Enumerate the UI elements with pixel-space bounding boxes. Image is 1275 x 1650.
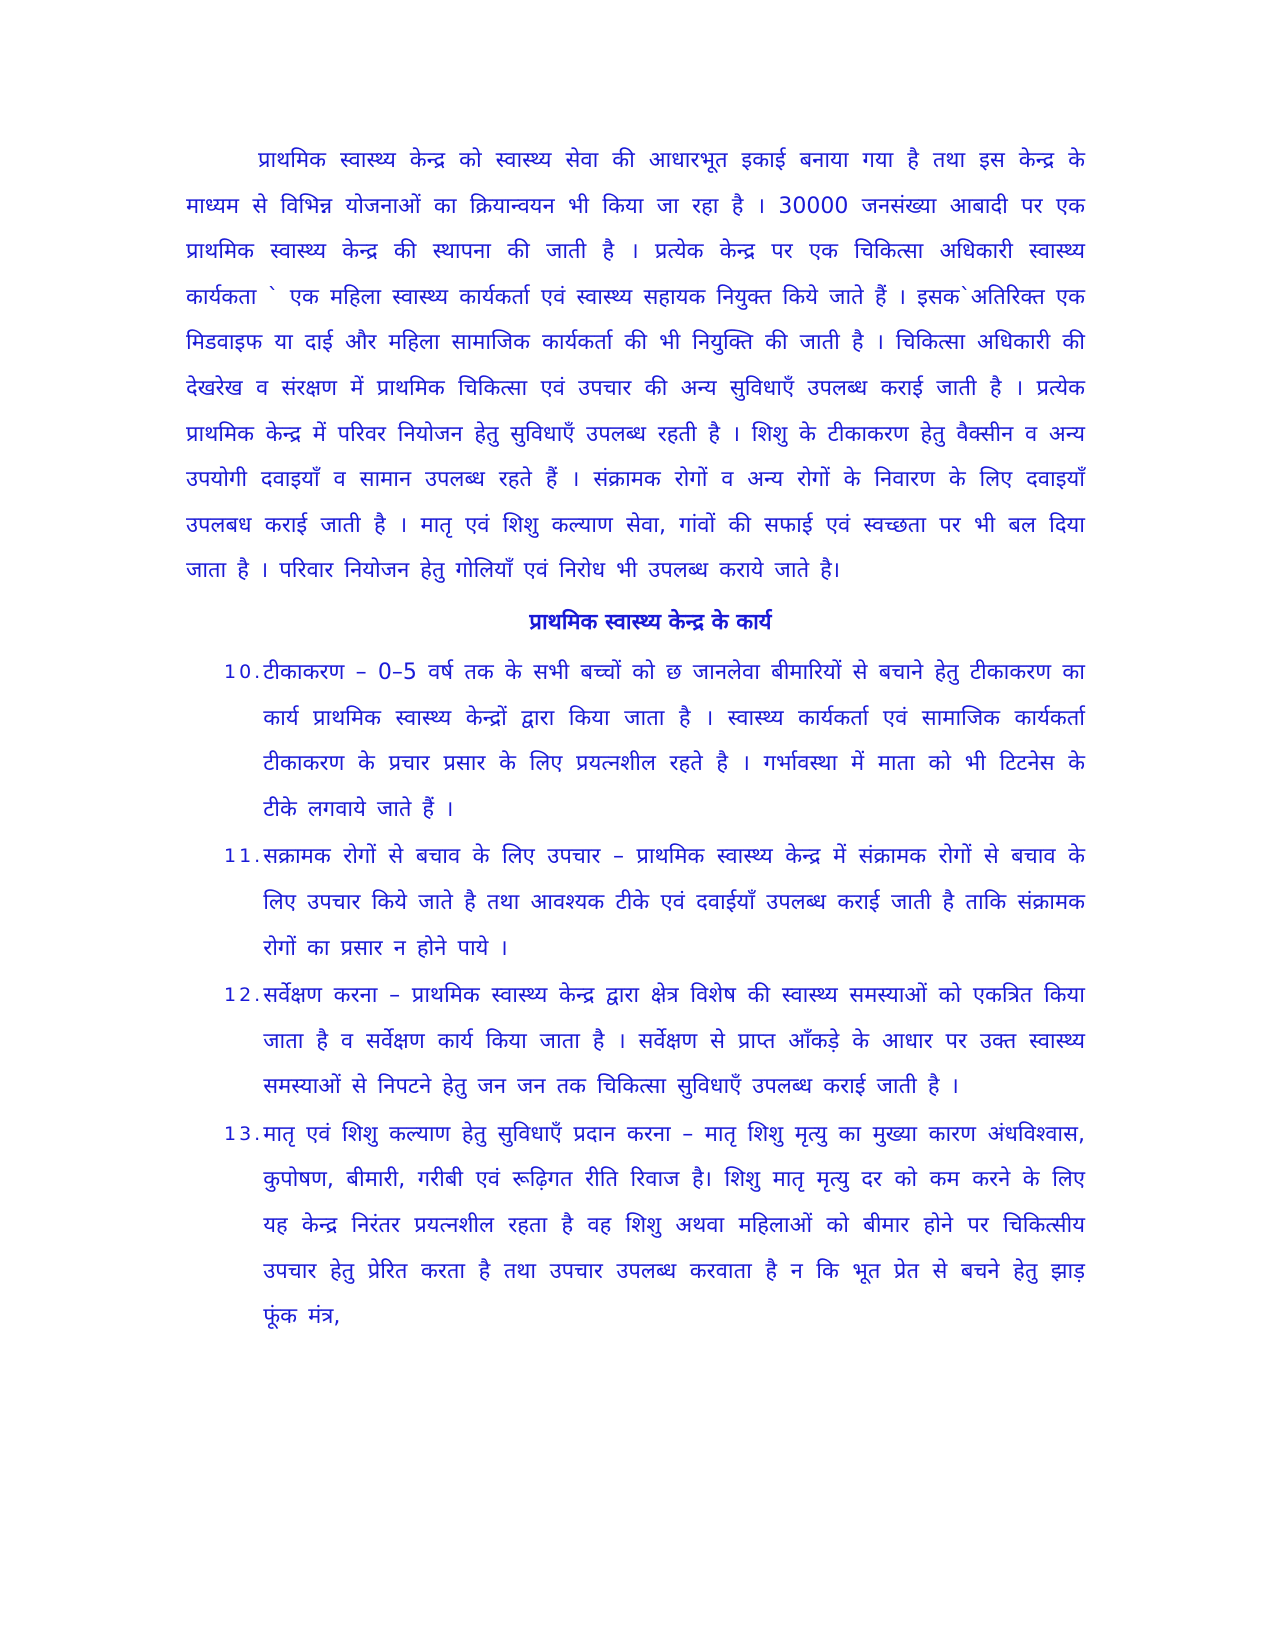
section-heading: प्राथमिक स्वास्थ्य केन्द्र के कार्य bbox=[529, 609, 772, 635]
function-item-11 bbox=[186, 834, 1085, 971]
function-text: सक्रामक रोगों से बचाव के लिए उपचार – प्राथमिक स्वास्थ्य केन्द्र में संक्रामक रोगों से बचाव के लिए उपचार किये जाते है तथा आवश्यक टीके एवं दवाईयाँ उपलब्ध कराई जाती है ताकि संक्रामक रोगों का प्रसार न होने पाये । bbox=[263, 844, 1085, 961]
function-text: मातृ एवं शिशु कल्याण हेतु सुविधाएँ प्रदान करना – मातृ शिशु मृत्यु का मुख्या कारण अंधविश्वास, कुपोषण, बीमारी, गरीबी एवं रूढ़िगत रीति रिवाज है। शिशु मातृ मृत्यु दर को कम करने के लिए यह केन्द्र निरंतर प्रयत्नशील रहता है वह शिशु अथवा महिलाओं को बीमार होने पर चिकित्सीय उपचार हेतु प्रेरित करता है तथा उपचार उपलब्ध करवाता है न कि भूत प्रेत से बचने हेतु झाड़ फूंक मंत्र, bbox=[263, 1121, 1085, 1330]
function-item-12 bbox=[186, 973, 1085, 1110]
function-item-10 bbox=[186, 650, 1085, 832]
function-item-13 bbox=[186, 1112, 1085, 1340]
function-text: टीकाकरण – 0–5 वर्ष तक के सभी बच्चों को छ जानलेवा बीमारियों से बचाने हेतु टीकाकरण का कार्य प्राथमिक स्वास्थ्य केन्द्रों द्वारा किया जाता है । स्वास्थ्य कार्यकर्ता एवं सामाजिक कार्यकर्ता टीकाकरण के प्रचार प्रसार के लिए प्रयत्नशील रहते है । गर्भावस्था में माता को भी टिटनेस के टीके लगवाये जाते हैं । bbox=[263, 659, 1085, 822]
intro-paragraph: प्राथमिक स्वास्थ्य केन्द्र को स्वास्थ्य सेवा की आधारभूत इकाई बनाया गया है तथा इस केन्द्र के माध्यम से विभिन्न योजनाओं का क्रियान्वयन भी किया जा रहा है । 30000 जनसंख्या आबादी पर एक प्राथमिक स्वास्थ्य केन्द्र की स्थापना की जाती है । प्रत्येक केन्द्र पर एक चिकित्सा अधिकारी स्वास्थ्य कार्यकता ` एक महिला स्वास्थ्य कार्यकर्ता एवं स्वास्थ्य सहायक नियुक्त किये जाते हैं । इसक`अतिरिक्त एक मिडवाइफ या दाई और महिला सामाजिक कार्यकर्ता की भी नियुक्ति की जाती है । चिकित्सा अधिकारी की देखरेख व संरक्षण में प्राथमिक चिकित्सा एवं उपचार की अन्य सुविधाएँ उपलब्ध कराई जाती है । प्रत्येक प्राथमिक केन्द्र में परिवर नियोजन हेतु सुविधाएँ उपलब्ध रहती है । शिशु के टीकाकरण हेतु वैक्सीन व अन्य उपयोगी दवाइयाँ व सामान उपलब्ध रहते हैं । संक्रामक रोगों व अन्य रोगों के निवारण के लिए दवाइयाँ उपलबध कराई जाती है । मातृ एवं शिशु कल्याण सेवा, गांवों की सफाई एवं स्वच्छता पर भी बल दिया जाता है । परिवार नियोजन हेतु गोलियाँ एवं निरोध भी उपलब्ध कराये जाते है। bbox=[186, 148, 1085, 584]
function-number: 10. bbox=[224, 660, 264, 683]
function-number: 12. bbox=[224, 984, 264, 1007]
function-number: 13. bbox=[224, 1122, 264, 1145]
functions-list bbox=[186, 650, 1085, 1340]
function-number: 11. bbox=[224, 845, 264, 868]
function-text: सर्वेक्षण करना – प्राथमिक स्वास्थ्य केन्द्र द्वारा क्षेत्र विशेष की स्वास्थ्य समस्याओं को एकत्रित किया जाता है व सर्वेक्षण कार्य किया जाता है । सर्वेक्षण से प्राप्त आँकड़े के आधार पर उक्त स्वास्थ्य समस्याओं से निपटने हेतु जन जन तक चिकित्सा सुविधाएँ उपलब्ध कराई जाती है । bbox=[263, 983, 1085, 1100]
